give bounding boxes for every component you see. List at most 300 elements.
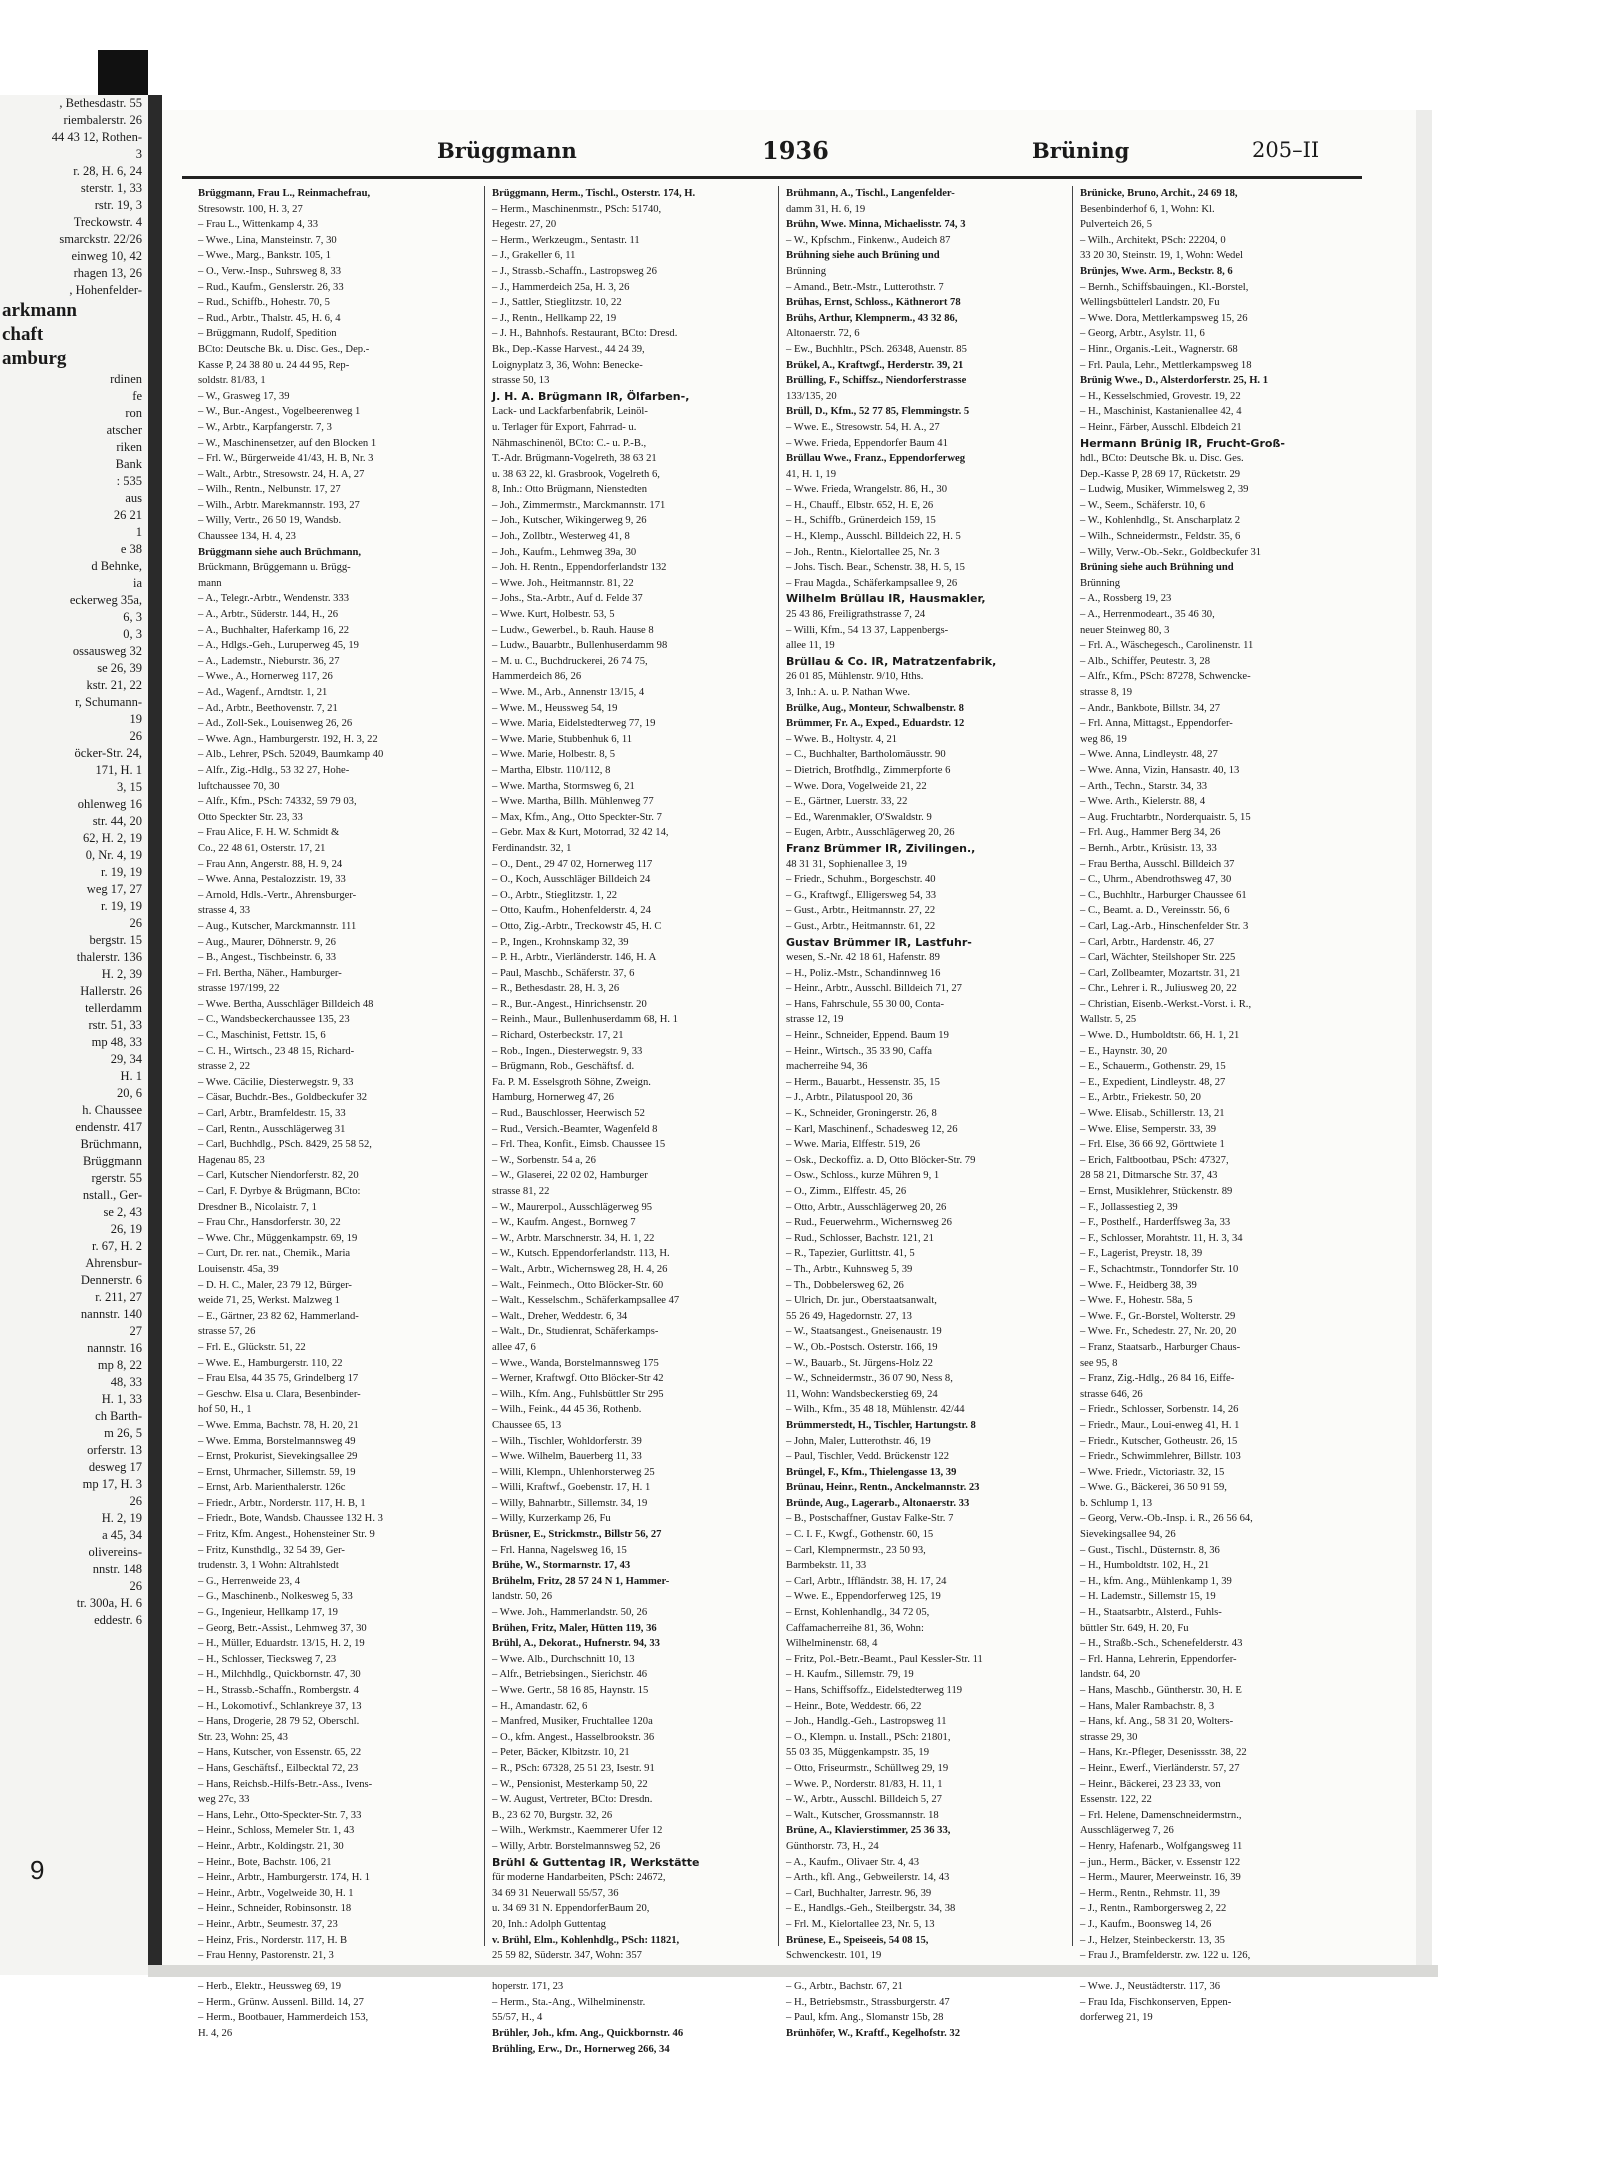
fragment-line: H. 1 [120,1069,142,1083]
directory-entry: – Willy, Kurzerkamp 26, Fu [492,1513,611,1525]
directory-entry: – Carl, Wächter, Steilshoper Str. 225 [1080,952,1236,964]
directory-entry: Chaussee 134, H. 4, 23 [198,531,296,543]
directory-entry: – M. u. C., Buchdruckerei, 26 74 75, [492,655,648,667]
fragment-line: : 535 [116,474,142,488]
directory-entry: – Georg, Arbtr., Asylstr. 11, 6 [1080,328,1205,340]
directory-entry: 33 20 30, Steinstr. 19, 1, Wohn: Wedel [1080,250,1243,262]
directory-entry: – Frl. Helene, Damenschneidermstrn., [1080,1809,1242,1821]
fragment-line: rhagen 13, 26 [73,266,142,280]
directory-entry: – H., kfm. Ang., Mühlenkamp 1, 39 [1080,1575,1232,1587]
directory-entry: – Cäsar, Buchdr.-Bes., Goldbeckufer 32 [198,1092,368,1104]
directory-entry: – Paul, Maschb., Schäferstr. 37, 6 [492,967,635,979]
directory-entry: – H., Amandastr. 62, 6 [492,1700,588,1712]
directory-entry: – Wwe. E., Eppendorferweg 125, 19 [786,1591,941,1603]
directory-entry: 55 03 35, Müggenkampstr. 35, 19 [786,1747,930,1759]
directory-entry: Brüngel, F., Kfm., Thielengasse 13, 39 [786,1466,957,1478]
directory-entry: mann [198,577,222,589]
directory-entry: – Heinr., Bäckerei, 23 23 33, von [1080,1778,1221,1790]
header-year: 1936 [762,136,829,165]
directory-entry: – Wwe. Martha, Stormsweg 6, 21 [492,780,635,792]
directory-entry: – Ed., Warenmakler, O'Swaldstr. 9 [786,811,932,823]
directory-entry: hdl., BCto: Deutsche Bk. u. Disc. Ges. [1080,453,1244,465]
directory-entry: – W., Pensionist, Mesterkamp 50, 22 [492,1778,648,1790]
directory-entry: – H., Schiffb., Grünerdeich 159, 15 [786,515,936,527]
directory-entry: wesen, S.-Nr. 42 18 61, Hafenstr. 89 [786,952,940,964]
column-2 [492,186,776,2055]
directory-entry: – J., Hammerdeich 25a, H. 3, 26 [492,281,630,293]
directory-entry: – Heinr., Arbtr., Koldingstr. 21, 30 [198,1840,344,1852]
directory-entry: Sievekingsallee 94, 26 [1080,1529,1176,1541]
directory-entry: 28 58 21, Ditmarsche Str. 37, 43 [1080,1170,1218,1182]
directory-entry: strasse 197/199, 22 [198,983,280,995]
directory-entry: u. 34 69 31 N. EppendorferBaum 20, [492,1903,650,1915]
directory-entry: – Ad., Arbtr., Beethovenstr. 7, 21 [198,702,338,714]
directory-entry: – G., Ingenieur, Hellkamp 17, 19 [198,1607,338,1619]
directory-entry: Hamburg, Hornerweg 47, 26 [492,1092,614,1104]
directory-entry: – Erich, Faltbootbau, PSch: 47327, [1080,1154,1229,1166]
directory-entry: – K., Schneider, Groningerstr. 26, 8 [786,1108,937,1120]
directory-entry: – Paul, Tischler, Vedd. Brückenstr 122 [786,1451,949,1463]
fragment-line: , Hohenfelder- [69,283,142,297]
fragment-line: 171, H. 1 [95,763,142,777]
directory-entry: – Wwe. Fr., Schedestr. 27, Nr. 20, 20 [1080,1326,1237,1338]
directory-entry: – Hans, Geschäftsf., Eilbecktal 72, 23 [198,1762,359,1774]
directory-entry: – Friedr., Kutscher, Gotheustr. 26, 15 [1080,1435,1238,1447]
directory-entry: – H. Lademstr., Sillemstr 15, 19 [1080,1591,1216,1603]
directory-entry: Brünig Wwe., D., Alsterdorferstr. 25, H. 1 [1080,375,1269,387]
directory-entry: Brünau, Heinr., Rentn., Anckelmannstr. 23 [786,1482,980,1494]
directory-entry: – W., Grasweg 17, 39 [198,390,290,402]
directory-entry: – Ernst, Musiklehrer, Stückenstr. 89 [1080,1186,1233,1197]
directory-entry: Caffamacherreihe 81, 36, Wohn: [786,1622,924,1634]
directory-entry: – C., Wandsbeckerchaussee 135, 23 [198,1014,350,1026]
fragment-line: smarckstr. 22/26 [59,232,142,246]
directory-entry: – D. H. C., Maler, 23 79 12, Bürger- [198,1279,352,1291]
directory-entry: H. 4, 26 [198,2028,233,2040]
directory-entry: – Wwe. Agn., Hamburgerstr. 192, H. 3, 22 [198,733,378,745]
directory-entry: 34 69 31 Neuerwall 55/57, 36 [492,1887,619,1899]
directory-entry: – W., Maschinensetzer, auf den Blocken 1 [198,437,377,449]
directory-entry: – Richard, Osterbeckstr. 17, 21 [492,1030,624,1042]
directory-entry: – R., Tapezier, Gurlittstr. 41, 5 [786,1248,915,1260]
directory-entry: – Wwe. Elisab., Schillerstr. 13, 21 [1080,1108,1225,1120]
directory-entry: – Wwe. Bertha, Ausschläger Billdeich 48 [198,998,374,1010]
directory-entry: Kasse P, 24 38 80 u. 24 44 95, Rep- [198,359,350,371]
directory-entry: – Wwe. Martha, Billh. Mühlenweg 77 [492,796,654,808]
directory-entry: – Werner, Kraftwgf. Otto Blöcker-Str 42 [492,1373,664,1385]
directory-entry: – W., Maurerpol., Ausschlägerweg 95 [492,1201,653,1213]
directory-entry: – Wwe. B., Holtystr. 4, 21 [786,733,898,745]
directory-entry: – Hans, kf. Ang., 58 31 20, Wolters- [1080,1716,1234,1728]
directory-entry: – Wwe. Elise, Semperstr. 33, 39 [1080,1123,1217,1135]
fragment-line: 0, Nr. 4, 19 [85,848,142,862]
fragment-advert-line: chaft [2,324,44,345]
directory-entry: – Reinh., Maur., Bullenhuserdamm 68, H. 1 [492,1014,678,1026]
directory-entry: – Gust., Tischl., Düsternstr. 8, 36 [1080,1544,1220,1556]
directory-entry: – Rud., Bauschlosser, Heerwisch 52 [492,1108,645,1120]
header-last-entry: Brüning [1032,138,1130,163]
directory-entry: 11, Wohn: Wandsbeckerstieg 69, 24 [786,1388,938,1400]
directory-entry: Brüsner, E., Strickmstr., Billstr 56, 27 [492,1529,662,1541]
directory-entry: Lack- und Lackfarbenfabrik, Leinöl- [492,406,648,418]
directory-entry: – Ludwig, Musiker, Wimmelsweg 2, 39 [1080,484,1249,496]
fragment-line: ohlenweg 16 [77,797,142,811]
directory-entry: – Gust., Arbtr., Heitmannstr. 27, 22 [786,905,936,917]
directory-entry: – Carl, Klempnermstr., 23 50 93, [786,1544,926,1556]
directory-entry: Loignyplatz 3, 36, Wohn: Benecke- [492,359,643,371]
directory-entry: – W., Bauarb., St. Jürgens-Holz 22 [786,1357,933,1369]
directory-entry: – Bernh., Schiffsbauingen., Kl.-Borstel, [1080,281,1249,293]
directory-entry: – Herm., Bauarbt., Hessenstr. 35, 15 [786,1076,940,1088]
fragment-line: Bank [115,457,142,471]
directory-entry: 48 31 31, Sophienallee 3, 19 [786,858,907,870]
directory-entry: – Joh., Handlg.-Geh., Lastropsweg 11 [786,1716,947,1728]
directory-entry: Brüllau & Co. IR, Matratzenfabrik, [786,654,997,668]
fragment-line: nannstr. 16 [87,1341,142,1355]
directory-entry: Brüll, D., Kfm., 52 77 85, Flemmingstr. 5 [786,406,970,418]
directory-entry: see 95, 8 [1080,1357,1118,1369]
fragment-advert-line: amburg [2,348,67,369]
fragment-line: 3 [135,147,142,161]
directory-entry: – Frl. W., Bürgerweide 41/43, H. B, Nr. 3 [198,453,374,465]
directory-entry: – Alb., Schiffer, Peutestr. 3, 28 [1080,655,1211,667]
directory-entry: Brünning [1080,577,1121,589]
directory-entry: – Osw., Schloss., kurze Mühren 9, 1 [786,1170,940,1182]
directory-entry: – Friedr., Arbtr., Norderstr. 117, H. B, 1 [198,1497,366,1509]
directory-entry: – Christian, Eisenb.-Werkst.-Vorst. i. R., [1080,998,1252,1010]
fragment-line: eckerweg 35a, [69,593,142,607]
fragment-line: 1 [135,525,142,539]
directory-entry: – G., Herrenweide 23, 4 [198,1575,301,1587]
directory-entry: – Walt., Arbtr., Wichernsweg 28, H. 4, 26 [492,1263,668,1275]
directory-entry: – Otto, Kaufm., Hohenfelderstr. 4, 24 [492,905,651,917]
directory-entry: 8, Inh.: Otto Brügmann, Nienstedten [492,484,648,496]
directory-entry: – J., Kaufm., Boonsweg 14, 26 [1080,1918,1212,1930]
directory-entry: – Frau L., Wittenkamp 4, 33 [198,219,319,231]
directory-entry: Brümmer, Fr. A., Exped., Eduardstr. 12 [786,718,965,730]
directory-entry: – Ew., Buchhltr., PSch. 26348, Auenstr. 85 [786,343,967,355]
directory-entry: – R., PSch: 67328, 25 51 23, Isestr. 91 [492,1762,655,1774]
directory-entry: – Frl. Aug., Hammer Berg 34, 26 [1080,827,1221,839]
directory-entry: – O., Verw.-Insp., Suhrsweg 8, 33 [198,265,342,277]
directory-entry: – Hans, Schiffsoffz., Eidelstedterweg 119 [786,1685,963,1696]
directory-entry: – Herm., Werkzeugm., Sentastr. 11 [492,234,640,246]
fragment-line: , Bethesdastr. 55 [59,96,142,110]
directory-entry: – Frl. Thea, Konfit., Eimsb. Chaussee 15 [492,1139,666,1151]
fragment-line: einweg 10, 42 [71,249,142,263]
directory-entry: – Wwe. Gertr., 58 16 85, Haynstr. 15 [492,1685,649,1696]
directory-entry: u. 38 63 22, kl. Grasbrook, Vogelreth 6, [492,468,660,480]
directory-entry: – E., Schauerm., Gothenstr. 29, 15 [1080,1061,1226,1073]
directory-entry: – Arnold, Hdls.-Vertr., Ahrensburger- [198,889,357,901]
directory-entry: – R., Bethesdastr. 28, H. 3, 26 [492,983,620,995]
directory-entry: für moderne Handarbeiten, PSch: 24672, [492,1872,666,1884]
fragment-line: atscher [106,423,142,437]
directory-entry: – Franz, Staatsarb., Harburger Chaus- [1080,1341,1241,1353]
directory-entry: – Wwe. E., Hamburgerstr. 110, 22 [198,1357,343,1369]
directory-entry: Brümmerstedt, H., Tischler, Hartungstr. 8 [786,1419,976,1431]
directory-entry: Besenbinderhof 6, 1, Wohn: Kl. [1080,203,1215,215]
directory-entry: – Eugen, Arbtr., Ausschlägerweg 20, 26 [786,827,955,839]
fragment-line: rstr. 19, 3 [94,198,142,212]
directory-entry: – Wwe. Frieda, Eppendorfer Baum 41 [786,437,948,449]
directory-entry: damm 31, H. 6, 19 [786,203,866,215]
directory-entry: – F., Jollassestieg 2, 39 [1080,1201,1178,1213]
directory-entry: – Herm., Bootbauer, Hammerdeich 153, [198,2012,369,2024]
directory-entry: – Carl, F. Dyrbye & Brügmann, BCto: [198,1186,361,1197]
column-1 [198,186,482,2040]
header-first-entry: Brüggmann [437,138,577,163]
fragment-line: str. 44, 20 [92,814,142,828]
directory-entry: – Wwe. Emma, Borstelmannsweg 49 [198,1435,356,1447]
directory-entry: – J. H., Bahnhofs. Restaurant, BCto: Dresd. [492,328,678,340]
directory-entry: – Henry, Hafenarb., Wolfgangsweg 11 [1080,1840,1243,1852]
directory-entry: – Frl. Else, 36 66 92, Görttwiete 1 [1080,1139,1225,1151]
directory-entry: – Carl, Rentn., Ausschlägerweg 31 [198,1123,346,1135]
directory-entry: – C., Buchhltr., Harburger Chaussee 61 [1080,889,1247,901]
fragment-line: ch Barth- [95,1409,142,1423]
directory-entry: – Walt., Kesselschm., Schäferkampsallee 47 [492,1295,680,1307]
directory-entry: – Hans, Drogerie, 28 79 52, Oberschl. [198,1716,360,1728]
directory-entry: – W., Kpfschm., Finkenw., Audeich 87 [786,234,951,246]
directory-entry: – H., Milchhdlg., Quickbornstr. 47, 30 [198,1669,361,1681]
directory-entry: – H., Kesselschmied, Grovestr. 19, 22 [1080,390,1241,402]
column-4 [1080,186,1364,2024]
directory-entry: – Alfr., Betriebsingen., Sierichstr. 46 [492,1669,648,1681]
directory-entry: – Friedr., Maur., Loui-enweg 41, H. 1 [1080,1419,1240,1431]
directory-entry: – Wilh., Werkmstr., Kaemmerer Ufer 12 [492,1825,663,1837]
directory-entry: – W., Staatsangest., Gneisenaustr. 19 [786,1326,942,1338]
directory-entry: u. Terlager für Export, Fahrrad- u. [492,421,637,433]
fragment-line: H. 2, 39 [101,967,142,981]
directory-entry: – Walt., Dreher, Weddestr. 6, 34 [492,1310,628,1322]
directory-entry: – Carl, Arbtr., Hardenstr. 46, 27 [1080,936,1215,948]
fragment-line: 26 [129,1494,142,1508]
directory-entry: – Friedr., Schuhm., Borgeschstr. 40 [786,874,936,886]
directory-entry: – E., Haynstr. 30, 20 [1080,1045,1168,1057]
directory-entry: – Frau Bertha, Ausschl. Billdeich 37 [1080,858,1235,870]
directory-entry: strasse 2, 22 [198,1061,251,1073]
directory-entry: – Wwe. Joh., Hammerlandstr. 50, 26 [492,1607,648,1619]
directory-entry: – Aug., Maurer, Döhnerstr. 9, 26 [198,936,336,948]
directory-entry: – Ad., Wagenf., Arndtstr. 1, 21 [198,687,328,698]
fragment-line: aus [125,491,142,505]
directory-entry: – E., Handlgs.-Geh., Steilbergstr. 34, 38 [786,1903,956,1915]
directory-entry: Brünjes, Wwe. Arm., Beckstr. 8, 6 [1080,265,1233,277]
directory-entry: – Wwe. E., Stresowstr. 54, H. A., 27 [786,421,940,433]
directory-entry: – Friedr., Bote, Wandsb. Chaussee 132 H. 3 [198,1513,383,1525]
directory-entry: – Amand., Betr.-Mstr., Lutterothstr. 7 [786,281,944,293]
directory-entry: – jun., Herm., Bäcker, v. Essenstr 122 [1080,1856,1241,1868]
directory-entry: 25 59 82, Süderstr. 347, Wohn: 357 [492,1950,642,1962]
directory-entry: Wilhelminenstr. 68, 4 [786,1638,878,1650]
directory-entry: – E., Gärtner, Luerstr. 33, 22 [786,796,908,808]
directory-entry: – Wwe. G., Bäckerei, 36 50 91 59, [1080,1482,1227,1494]
fragment-line: Brüggmann [82,1154,142,1168]
directory-entry: – F., Schachtmstr., Tonndorfer Str. 10 [1080,1263,1239,1275]
directory-entry: – Wilh., Feink., 44 45 36, Rothenb. [492,1404,642,1416]
directory-entry: allee 11, 19 [786,640,835,652]
directory-entry: – Carl, Buchhdlg., PSch. 8429, 25 58 52, [198,1139,372,1151]
page-bottom-edge [148,1965,1438,1977]
fragment-line: orferstr. 13 [87,1443,142,1457]
directory-entry: – Frl. M., Kielortallee 23, Nr. 5, 13 [786,1918,935,1930]
facing-page-fragment [0,95,151,1975]
directory-entry: – Willi, Klempn., Uhlenhorsterweg 25 [492,1466,655,1478]
directory-entry: luftchaussee 70, 30 [198,780,280,792]
directory-entry: – J., Arbtr., Pilatuspool 20, 36 [786,1092,913,1104]
directory-entry: – Herm., Maurer, Meerweinstr. 16, 39 [1080,1872,1241,1884]
fragment-line: h. Chaussee [82,1103,142,1117]
directory-entry: Brükel, A., Kraftwgf., Herderstr. 39, 21 [786,359,964,371]
directory-entry: – Frau J., Bramfelderstr. zw. 122 u. 126, [1080,1950,1251,1962]
directory-entry: – C., Beamt. a. D., Vereinsstr. 56, 6 [1080,905,1230,917]
directory-entry: – J., Sattler, Stieglitzstr. 10, 22 [492,297,622,309]
directory-entry: – Gebr. Max & Kurt, Motorrad, 32 42 14, [492,827,669,839]
directory-entry: – Chr., Lehrer i. R., Juliusweg 20, 22 [1080,983,1237,995]
directory-entry: – Wilh., Arbtr. Marekmannstr. 193, 27 [198,499,360,511]
directory-entry: – Herm., Maschinenmstr., PSch: 51740, [492,203,662,215]
directory-entry: Bk., Dep.-Kasse Harvest., 44 24 39, [492,343,645,355]
directory-entry: Brühelm, Fritz, 28 57 24 N 1, Hammer- [492,1575,670,1587]
directory-entry: – Wwe., Wanda, Borstelmannsweg 175 [492,1357,659,1369]
directory-entry: – W., Seem., Schäferstr. 10, 6 [1080,499,1206,511]
directory-entry: – Wwe. F., Heidberg 38, 39 [1080,1279,1197,1291]
directory-entry: – W., Arbtr. Marschnerstr. 34, H. 1, 22 [492,1232,655,1244]
directory-entry: – W., Arbtr., Karpfangerstr. 7, 3 [198,421,332,433]
directory-entry: – Wilh., Kfm. Ang., Fuhlsbüttler Str 295 [492,1388,664,1400]
directory-entry: – Hans, Reichsb.-Hilfs-Betr.-Ass., Ivens- [198,1778,373,1790]
directory-entry: – Curt, Dr. rer. nat., Chemik., Maria [198,1248,351,1260]
fragment-line: kstr. 21, 22 [86,678,142,692]
directory-entry: weg 86, 19 [1080,733,1127,745]
fragment-line: 62, H. 2, 19 [82,831,142,845]
directory-entry: Brülling, F., Schiffsz., Niendorferstrasse [786,375,967,387]
directory-entry: – Wwe. F., Gr.-Borstel, Wolterstr. 29 [1080,1310,1236,1322]
fragment-line: H. 2, 19 [101,1511,142,1525]
fragment-line: 6, 3 [123,610,142,624]
directory-entry: – Wwe. D., Humboldtstr. 66, H. 1, 21 [1080,1030,1240,1042]
fragment-line: r. 211, 27 [95,1290,142,1304]
directory-entry: – Wwe. Dora, Mettlerkampsweg 15, 26 [1080,312,1248,324]
directory-entry: – Herm., Rentn., Rehmstr. 11, 39 [1080,1887,1220,1899]
directory-entry: – H., Müller, Eduardstr. 13/15, H. 2, 19 [198,1638,365,1650]
directory-entry: – Otto, Arbtr., Ausschlägerweg 20, 26 [786,1201,947,1213]
directory-entry: – Carl, Arbtr., Iffländstr. 38, H. 17, 24 [786,1575,947,1587]
directory-entry: – Wwe. Emma, Bachstr. 78, H. 20, 21 [198,1419,359,1431]
directory-entry: dorferweg 21, 19 [1080,2012,1153,2024]
fragment-line: riembalerstr. 26 [63,113,142,127]
fragment-line: 26 [129,1579,142,1593]
directory-entry: – R., Bur.-Angest., Hinrichsenstr. 20 [492,998,647,1010]
fragment-line: 44 43 12, Rothen- [51,130,142,144]
fragment-line: rdinen [110,372,142,386]
directory-entry: – W., Kutsch. Eppendorferlandstr. 113, H. [492,1248,670,1260]
directory-entry: – Franz, Zig.-Hdlg., 26 84 16, Eiffe- [1080,1373,1235,1385]
directory-entry: – Frau Magda., Schäferkampsallee 9, 26 [786,577,958,589]
fragment-line: 19 [129,712,142,726]
directory-entry: strasse 646, 26 [1080,1388,1143,1400]
directory-entry: – H., Klemp., Ausschl. Billdeich 22, H. 5 [786,531,961,543]
fragment-line: Brüchmann, [80,1137,142,1151]
directory-entry: – Osk., Deckoffiz. a. D, Otto Blöcker-Str. 79 [786,1154,976,1166]
directory-entry: – Frl. Paula, Lehr., Mettlerkampsweg 18 [1080,359,1252,371]
fragment-line: rgerstr. 55 [91,1171,142,1185]
directory-entry: Gustav Brümmer IR, Lastfuhr- [786,935,972,949]
directory-entry: – Wilh., Kfm., 35 48 18, Mühlenstr. 42/44 [786,1404,965,1416]
directory-entry: allee 47, 6 [492,1341,536,1353]
directory-entry: – Heinz, Fris., Norderstr. 117, H. B [198,1934,348,1946]
directory-entry: – W. August, Vertreter, BCto: Dresdn. [492,1794,653,1806]
fragment-line: se 26, 39 [97,661,142,675]
directory-entry: – C., Buchhalter, Bartholomäusstr. 90 [786,749,946,761]
directory-entry: – Th., Arbtr., Kuhnsweg 5, 39 [786,1263,913,1275]
directory-entry: – Rud., Schiffb., Hohestr. 70, 5 [198,297,330,309]
directory-entry: – Willy, Arbtr. Borstelmannsweg 52, 26 [492,1840,661,1852]
directory-entry: – O., Klempn. u. Install., PSch: 21801, [786,1731,951,1743]
fragment-line: mp 8, 22 [97,1358,142,1372]
directory-entry: – W., Glaserei, 22 02 02, Hamburger [492,1170,648,1182]
directory-entry: Brülke, Aug., Monteur, Schwalbenstr. 8 [786,702,964,714]
directory-entry: – Fritz, Kfm. Angest., Hohensteiner Str. 9 [198,1529,375,1541]
directory-entry: – Carl, Zollbeamter, Mozartstr. 31, 21 [1080,967,1241,979]
directory-entry: hof 50, H., 1 [198,1404,252,1416]
directory-entry: – Brüggmann, Rudolf, Spedition [198,328,337,340]
directory-entry: – Hans, Lehr., Otto-Speckter-Str. 7, 33 [198,1809,362,1821]
header-rule [182,176,1362,179]
fragment-line: Treckowstr. 4 [73,215,142,229]
book-spine [148,95,162,1975]
directory-entry: Brüggmann, Herm., Tischl., Osterstr. 174, H. [492,188,696,199]
directory-entry: – W., Ob.-Postsch. Osterstr. 166, 19 [786,1341,938,1353]
directory-entry: – Aug. Fruchtarbtr., Norderquaistr. 5, 15 [1080,811,1251,823]
directory-entry: – Manfred, Musiker, Fruchtallee 120a [492,1716,653,1728]
directory-entry: – H. Kaufm., Sillemstr. 79, 19 [786,1669,914,1681]
directory-entry: – G., Kraftwgf., Elligersweg 54, 33 [786,889,937,901]
directory-entry: – Frau Henny, Pastorenstr. 21, 3 [198,1950,334,1962]
directory-entry: – Heinr., Bote, Weddestr. 66, 22 [786,1700,922,1712]
directory-entry: – Georg, Betr.-Assist., Lehmweg 37, 30 [198,1622,367,1634]
directory-entry: Barmbekstr. 11, 33 [786,1560,867,1572]
fragment-line: m 26, 5 [104,1426,142,1440]
directory-entry: – Rud., Schlosser, Bachstr. 121, 21 [786,1232,934,1244]
directory-entry: strasse 81, 22 [492,1186,550,1197]
directory-entry: – Arth., Techn., Starstr. 34, 33 [1080,780,1208,792]
directory-entry: – Wwe. Alb., Durchschnitt 10, 13 [492,1653,635,1665]
fragment-line: nstall., Ger- [82,1188,142,1202]
directory-entry: – Alb., Lehrer, PSch. 52049, Baumkamp 40 [198,749,384,761]
directory-entry: – Friedr., Schwimmlehrer, Billstr. 103 [1080,1451,1241,1463]
directory-entry: – Wwe. Anna, Vizin, Hansastr. 40, 13 [1080,764,1240,776]
directory-entry: b. Schlump 1, 13 [1080,1497,1153,1509]
directory-entry: strasse 29, 30 [1080,1731,1138,1743]
directory-entry: – Wwe. Marie, Holbestr. 8, 5 [492,749,616,761]
directory-entry: Brühler, Joh., kfm. Ang., Quickbornstr. 46 [492,2028,684,2040]
directory-entry: Wellingsbüttelerl Landstr. 20, Fu [1080,297,1220,309]
directory-entry: 20, Inh.: Adolph Guttentag [492,1918,606,1930]
directory-entry: – E., Expedient, Lindleystr. 48, 27 [1080,1076,1226,1088]
directory-entry: Brünicke, Bruno, Archit., 24 69 18, [1080,188,1238,199]
directory-entry: Brühling, Erw., Dr., Hornerweg 266, 34 [492,2043,670,2055]
directory-entry: – Frl. Anna, Mittagst., Eppendorfer- [1080,718,1233,730]
directory-entry: 3, Inh.: A. u. P. Nathan Wwe. [786,687,910,698]
directory-entry: – Hinr., Organis.-Leit., Wagnerstr. 68 [1080,343,1238,355]
directory-entry: – Joh., Zollbtr., Westerweg 41, 8 [492,531,630,543]
directory-entry: Brüning siehe auch Brühning und [1080,562,1234,574]
directory-entry: – Wwe. Maria, Eidelstedterweg 77, 19 [492,718,656,730]
fragment-line: ron [125,406,142,420]
directory-entry: – Heinr., Färber, Ausschl. Elbdeich 21 [1080,421,1242,433]
